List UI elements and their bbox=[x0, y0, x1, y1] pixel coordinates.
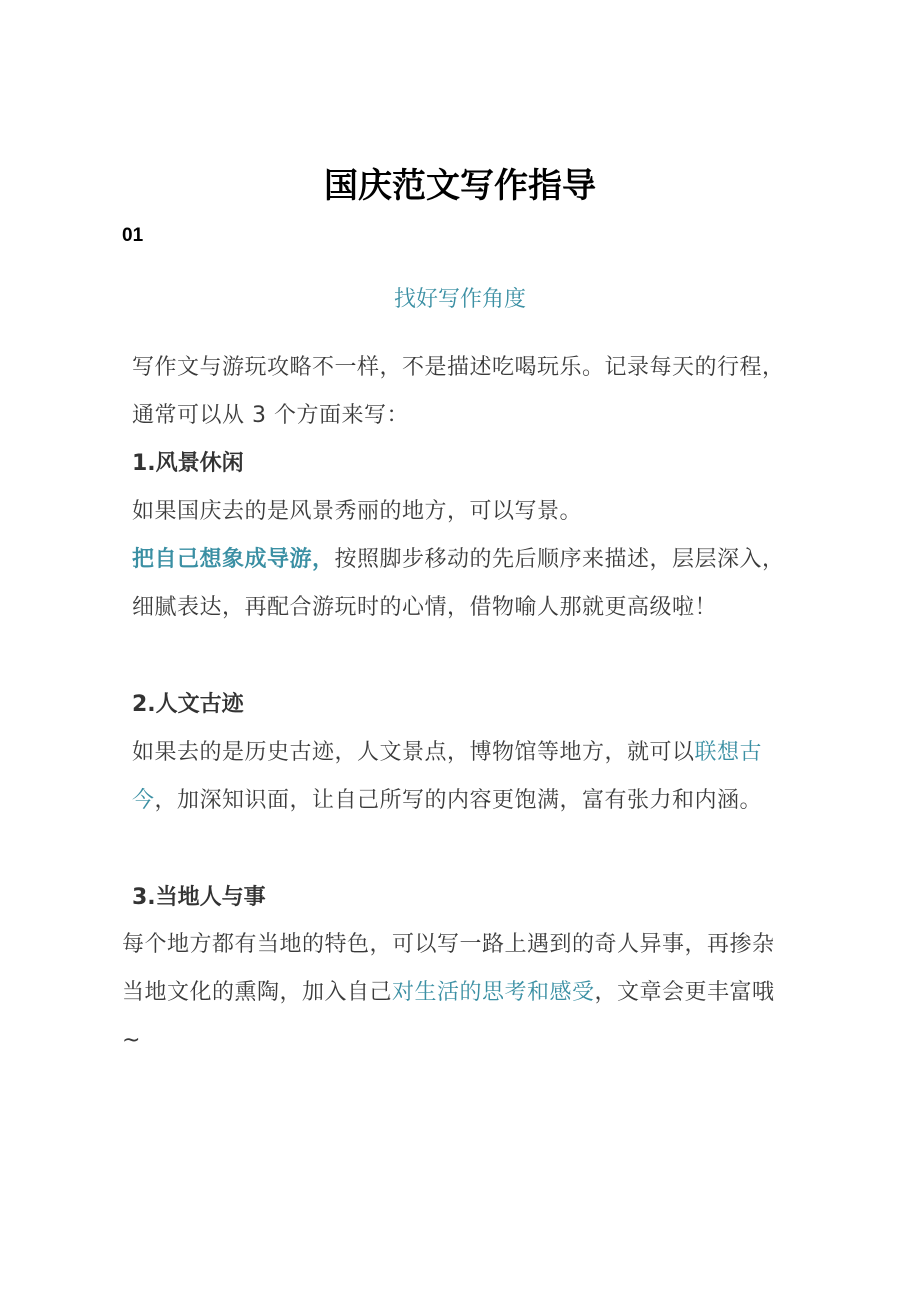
point2-heading: 2.人文古迹 bbox=[132, 692, 244, 717]
section-heading: 找好写作角度 bbox=[393, 287, 526, 312]
point3-after: ，文章会更丰富哦~ bbox=[122, 980, 775, 1053]
section-number: 01 bbox=[122, 225, 144, 246]
point2-highlight: 联想古今 bbox=[132, 740, 763, 813]
point3-paragraph bbox=[122, 921, 790, 1065]
page-title: 国庆范文写作指导 bbox=[324, 166, 596, 206]
point2-paragraph bbox=[132, 729, 796, 825]
point1-heading: 1.风景休闲 bbox=[132, 451, 244, 476]
point1-rest: 按照脚步移动的先后顺序来描述，层层深入，细腻表达，再配合游玩时的心情，借物喻人那就更高级啦！ bbox=[132, 547, 785, 620]
point1-paragraph bbox=[132, 536, 796, 632]
point1-line1: 如果国庆去的是风景秀丽的地方，可以写景。 bbox=[132, 499, 583, 524]
point1-highlight: 把自己想象成导游， bbox=[132, 547, 335, 572]
point3-before: 每个地方都有当地的特色，可以写一路上遇到的奇人异事，再掺杂当地文化的熏陶，加入自己 bbox=[122, 932, 775, 1005]
point3-highlight: 对生活的思考和感受 bbox=[392, 980, 595, 1005]
intro-paragraph: 写作文与游玩攻略不一样，不是描述吃喝玩乐。记录每天的行程，通常可以从 3 个方面来写： bbox=[132, 355, 785, 428]
point2-after: ，加深知识面，让自己所写的内容更饱满，富有张力和内涵。 bbox=[154, 788, 763, 813]
point3-heading: 3.当地人与事 bbox=[132, 885, 266, 910]
point2-before: 如果去的是历史古迹，人文景点，博物馆等地方，就可以 bbox=[132, 740, 695, 765]
